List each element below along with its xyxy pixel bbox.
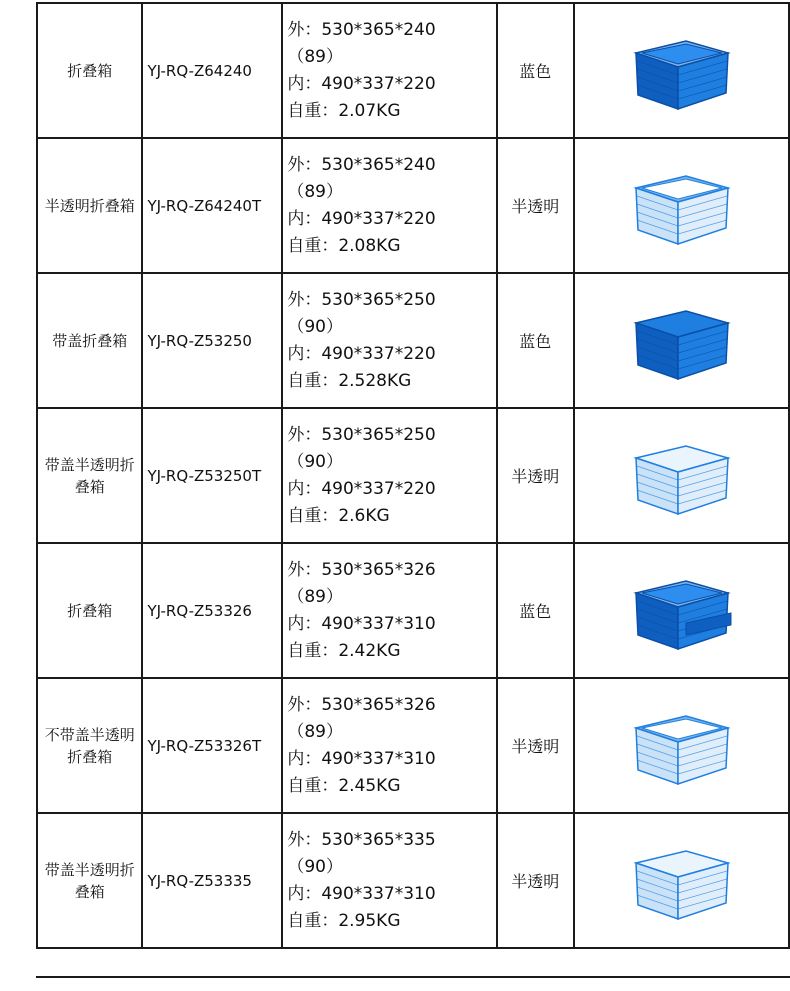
inner-dimensions: 内：490*337*220 [287,478,436,499]
net-weight: 自重：2.07KG [287,100,401,121]
net-weight: 自重：2.6KG [287,505,390,526]
outer-dimensions-note: （89） [287,46,343,67]
dimensions-cell [282,813,497,948]
crate-photo [626,563,736,658]
outer-dimensions-note: （90） [287,451,343,472]
inner-dimensions: 内：490*337*220 [287,208,436,229]
product-row [37,408,789,543]
color-cell: 半透明 [497,408,574,543]
color-cell: 蓝色 [497,3,574,138]
product-row [37,678,789,813]
product-photo-cell [574,273,789,408]
outer-dimensions: 外：530*365*240 [287,19,436,40]
product-photo-cell [574,543,789,678]
color-cell: 蓝色 [497,273,574,408]
product-spec-table [36,2,790,949]
inner-dimensions: 内：490*337*220 [287,343,436,364]
model-number-cell: YJ-RQ-Z53250 [142,273,282,408]
spec-table-body [37,3,789,948]
inner-dimensions: 内：490*337*310 [287,748,436,769]
model-number-cell: YJ-RQ-Z53250T [142,408,282,543]
outer-dimensions: 外：530*365*250 [287,424,436,445]
dimensions-cell [282,408,497,543]
crate-photo [626,158,736,253]
inner-dimensions: 内：490*337*310 [287,613,436,634]
net-weight: 自重：2.95KG [287,910,401,931]
outer-dimensions-note: （90） [287,316,343,337]
net-weight: 自重：2.42KG [287,640,401,661]
product-name-cell: 折叠箱 [37,3,142,138]
product-row [37,138,789,273]
product-photo-cell [574,678,789,813]
outer-dimensions-note: （89） [287,586,343,607]
product-row [37,273,789,408]
product-photo-cell [574,138,789,273]
product-row [37,543,789,678]
dimensions-cell [282,678,497,813]
product-name-cell: 带盖半透明折叠箱 [37,408,142,543]
product-photo-cell [574,3,789,138]
product-photo-cell [574,813,789,948]
product-row [37,3,789,138]
crate-photo [626,698,736,793]
outer-dimensions: 外：530*365*335 [287,829,436,850]
outer-dimensions-note: （90） [287,856,343,877]
net-weight: 自重：2.528KG [287,370,412,391]
outer-dimensions-note: （89） [287,181,343,202]
outer-dimensions: 外：530*365*240 [287,154,436,175]
product-row [37,813,789,948]
color-cell: 半透明 [497,678,574,813]
dimensions-cell [282,543,497,678]
dimensions-cell [282,138,497,273]
net-weight: 自重：2.08KG [287,235,401,256]
model-number-cell: YJ-RQ-Z64240 [142,3,282,138]
inner-dimensions: 内：490*337*220 [287,73,436,94]
product-name-cell: 半透明折叠箱 [37,138,142,273]
model-number-cell: YJ-RQ-Z53326T [142,678,282,813]
inner-dimensions: 内：490*337*310 [287,883,436,904]
dimensions-cell [282,273,497,408]
model-number-cell: YJ-RQ-Z53335 [142,813,282,948]
model-number-cell: YJ-RQ-Z53326 [142,543,282,678]
crate-photo [626,428,736,523]
outer-dimensions-note: （89） [287,721,343,742]
product-name-cell: 带盖折叠箱 [37,273,142,408]
crate-photo [626,833,736,928]
dimensions-cell [282,3,497,138]
crate-photo [626,23,736,118]
outer-dimensions: 外：530*365*326 [287,694,436,715]
color-cell: 半透明 [497,138,574,273]
product-name-cell: 不带盖半透明折叠箱 [37,678,142,813]
outer-dimensions: 外：530*365*326 [287,559,436,580]
product-name-cell: 折叠箱 [37,543,142,678]
color-cell: 蓝色 [497,543,574,678]
product-photo-cell [574,408,789,543]
color-cell: 半透明 [497,813,574,948]
crate-photo [626,293,736,388]
model-number-cell: YJ-RQ-Z64240T [142,138,282,273]
net-weight: 自重：2.45KG [287,775,401,796]
outer-dimensions: 外：530*365*250 [287,289,436,310]
table-bottom-border [36,976,790,978]
product-name-cell: 带盖半透明折叠箱 [37,813,142,948]
